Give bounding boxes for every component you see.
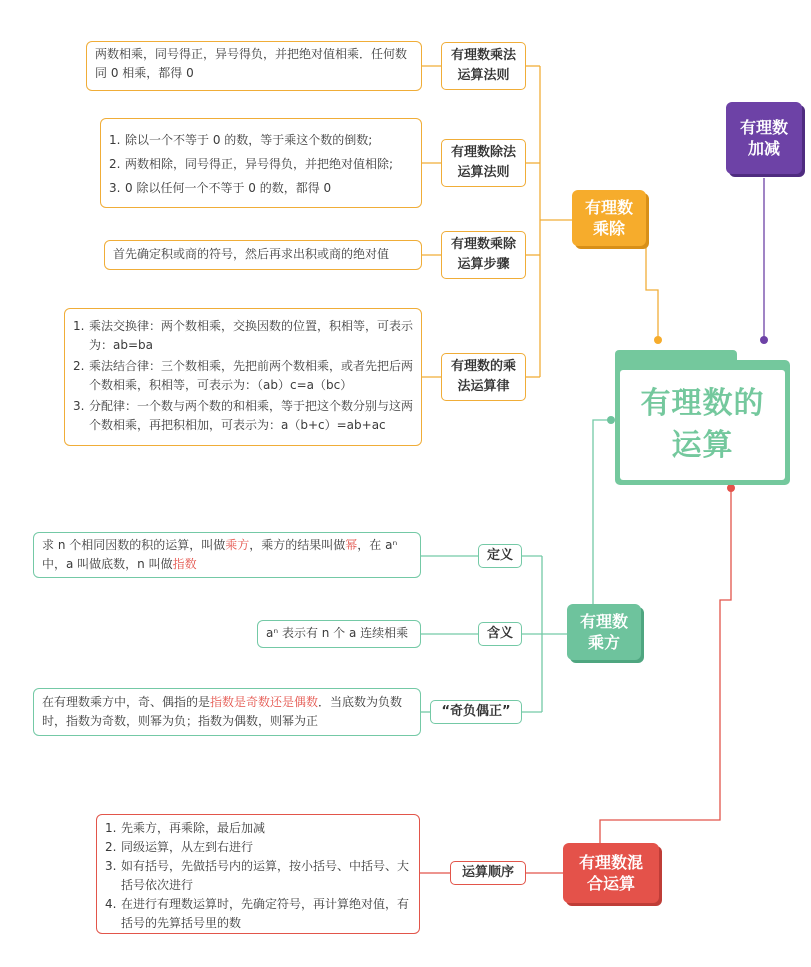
steps-label: 有理数乘除运算步骤 [441,231,526,279]
order-box [96,814,420,934]
mixed-dot [727,484,735,492]
order-label: 运算顺序 [450,861,526,885]
list-item: 1. 先乘方，再乘除，最后加减 [105,821,266,835]
add-sub-hub: 有理数加减 [726,102,802,174]
list-item: 4. 在进行有理数运算时，先确定符号，再计算绝对值，有括号的先算括号里的数 [105,897,410,930]
list-item: 2. 两数相除，同号得正，异号得负，并把绝对值相除; [109,157,394,171]
mul-div-dot [654,336,662,344]
central-topic [615,350,790,485]
mul-rule-label: 有理数乘法运算法则 [441,42,526,90]
list-item: 2. 同级运算，从左到右进行 [105,840,254,854]
laws-box [64,308,422,446]
mul-div-hub: 有理数乘除 [572,190,646,246]
mixed-connectors [420,488,731,873]
mixed-hub: 有理数混合运算 [563,843,659,903]
laws-label: 有理数的乘法运算律 [441,353,526,401]
steps-box: 首先确定积或商的符号，然后再求出积或商的绝对值 [104,240,422,270]
div-rule-label: 有理数除法运算法则 [441,139,526,187]
power-hub: 有理数乘方 [567,604,641,660]
odd-even-box: 在有理数乘方中，奇、偶指的是指数是奇数还是偶数．当底数为负数时，指数为奇数，则幂为负；指数为偶数，则幂为正 [33,688,421,736]
list-item: 1. 乘法交换律：两个数相乘，交换因数的位置，积相等，可表示为：ab=ba [73,319,414,352]
list-item: 2. 乘法结合律：三个数相乘，先把前两个数相乘，或者先把后两个数相乘，积相等，可表示为：（ab）c=a（bc） [73,359,414,392]
central-title: 有理数的运算 [640,386,765,463]
power-dot [607,416,615,424]
meaning-label: 含义 [478,622,522,646]
meaning-box: aⁿ 表示有 n 个 a 连续相乘 [257,620,421,648]
list-item: 3. 分配律：一个数与两个数的和相乘，等于把这个数分别与这两个数相乘，再把积相加，可表示为：a（b+c）=ab+ac [73,399,414,432]
definition-label: 定义 [478,544,522,568]
div-rule-box [100,118,422,208]
add-sub-dot [760,336,768,344]
mul-rule-box: 两数相乘，同号得正，异号得负，并把绝对值相乘．任何数同 0 相乘，都得 0 [86,41,422,91]
odd-even-label: “奇负偶正” [430,700,522,724]
definition-box: 求 n 个相同因数的积的运算，叫做乘方，乘方的结果叫做幂，在 aⁿ 中，a 叫做底数，n 叫做指数 [33,532,421,578]
list-item: 3. 0 除以任何一个不等于 0 的数，都得 0 [109,181,332,195]
list-item: 1. 除以一个不等于 0 的数，等于乘这个数的倒数; [109,133,373,147]
list-item: 3. 如有括号，先做括号内的运算，按小括号、中括号、大括号依次进行 [105,859,410,892]
